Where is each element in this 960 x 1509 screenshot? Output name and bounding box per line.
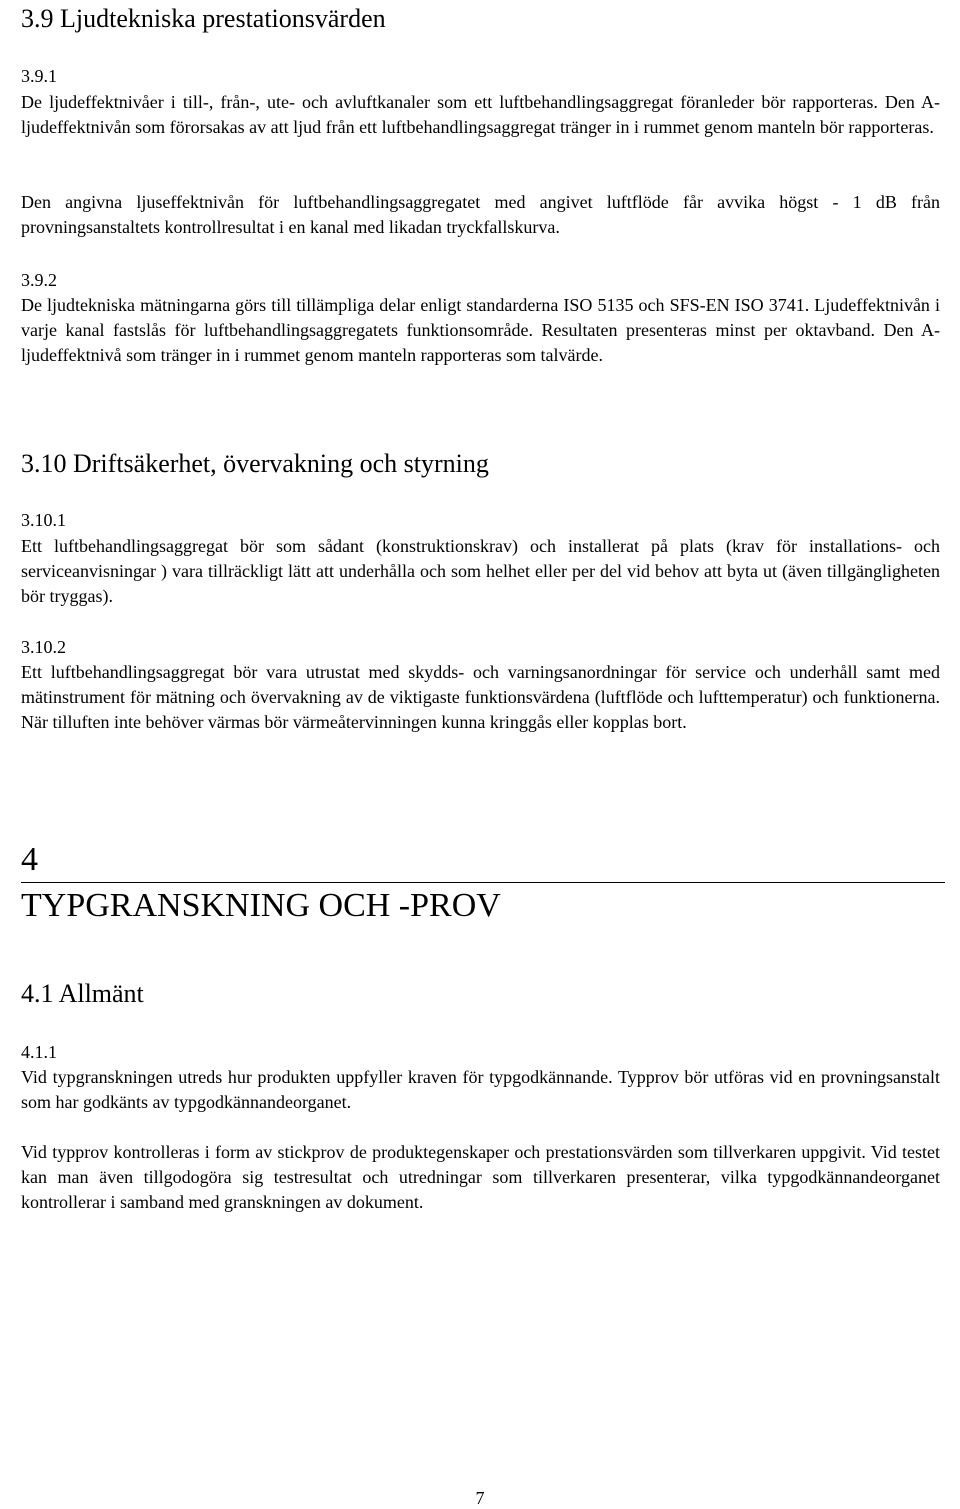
- section-heading-4-1: 4.1 Allmänt: [21, 979, 144, 1008]
- paragraph-4-1-1-b: Vid typprov kontrolleras i form av stickprov de produktegenskaper och prestationsvärden som tillverkaren uppgivit. Vid testet kan man även tillgodogöra sig testresultat och utredningar som tillverkaren presenterar, vilka typgodkännandeorganet kontrollerar i samband med granskningen av dokument.: [21, 1142, 940, 1212]
- paragraph-4-1-1: Vid typgranskningen utreds hur produkten uppfyller kraven för typgodkännande. Typprov bör utföras vid en provningsanstalt som har godkänts av typgodkännandeorganet.: [21, 1067, 940, 1112]
- paragraph-3-9-1: De ljudeffektnivåer i till-, från-, ute- och avluftkanaler som ett luftbehandlingsaggregat föranleder bör rapporteras. Den A-ljudeffektnivån som förorsakas av att ljud från ett luftbehandlingsaggregat tränger in i rummet genom manteln bör rapporteras.: [21, 92, 940, 137]
- clause-number-3-10-1: 3.10.1: [21, 510, 66, 530]
- clause-number-3-9-1: 3.9.1: [21, 66, 57, 86]
- clause-number-4-1-1: 4.1.1: [21, 1042, 57, 1062]
- page-number: 7: [475, 1488, 485, 1508]
- clause-number-3-9-2: 3.9.2: [21, 270, 57, 290]
- paragraph-3-10-2: Ett luftbehandlingsaggregat bör vara utrustat med skydds- och varningsanordningar för service och underhåll samt med mätinstrument för mätning och övervakning av de viktigaste funktionsvärdena (luftflöde och lufttemperatur) och funktionerna. När tilluften inte behöver värmas bör värmeåtervinningen kunna kringgås eller kopplas bort.: [21, 662, 940, 732]
- chapter-number: 4: [21, 841, 38, 878]
- paragraph-3-9-2: De ljudtekniska mätningarna görs till tillämpliga delar enligt standarderna ISO 5135 och SFS-EN ISO 3741. Ljudeffektnivån i varje kanal fastslås för luftbehandlingsaggregatets funktionsområde. Resultaten presenteras minst per oktavband. Den A-ljudeffektnivå som tränger in i rummet genom manteln rapporteras som talvärde.: [21, 295, 940, 365]
- clause-number-3-10-2: 3.10.2: [21, 637, 66, 657]
- paragraph-3-10-1: Ett luftbehandlingsaggregat bör som sådant (konstruktionskrav) och installerat på plats (krav för installations- och serviceanvisningar ) vara tillräckligt lätt att underhålla och som helhet eller per del vid behov att byta ut (även tillgängligheten bör tryggas).: [21, 536, 940, 606]
- section-heading-3-10: 3.10 Driftsäkerhet, övervakning och styrning: [21, 449, 489, 478]
- chapter-rule: [21, 882, 945, 883]
- paragraph-3-9-1-b: Den angivna ljuseffektnivån för luftbehandlingsaggregatet med angivet luftflöde får avvika högst - 1 dB från provningsanstaltets kontrollresultat i en kanal med likadan tryckfallskurva.: [21, 192, 940, 237]
- chapter-title: TYPGRANSKNING OCH -PROV: [21, 887, 501, 924]
- section-heading-3-9: 3.9 Ljudtekniska prestationsvärden: [21, 4, 386, 33]
